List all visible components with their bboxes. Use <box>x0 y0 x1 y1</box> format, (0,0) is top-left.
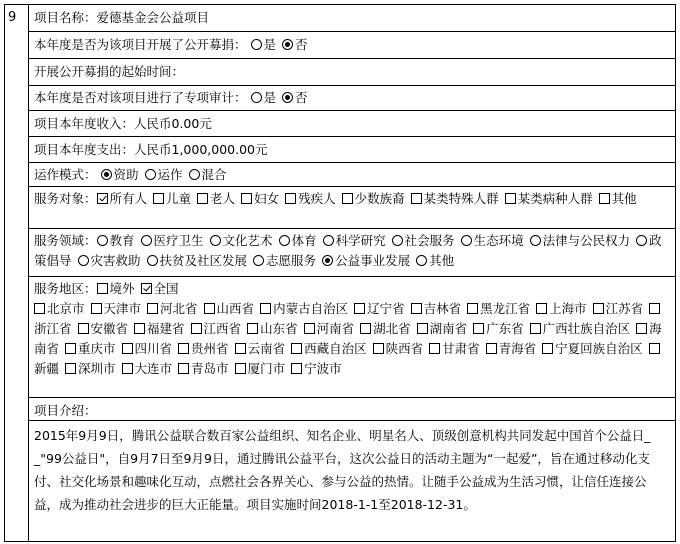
option-label: 全国 <box>153 281 179 296</box>
service-region-row <box>29 277 675 381</box>
option-label: 陕西省 <box>385 341 424 356</box>
radio-option[interactable] <box>78 253 141 268</box>
option-label: 湖北省 <box>373 321 411 336</box>
option-label: 文化艺术 <box>222 233 273 248</box>
check-option[interactable] <box>141 279 179 299</box>
check-option[interactable] <box>122 341 173 356</box>
checkbox[interactable] <box>204 303 215 314</box>
radio-option[interactable] <box>147 253 248 268</box>
radio-button[interactable] <box>530 235 541 246</box>
check-option[interactable] <box>235 361 286 376</box>
option-label: 辽宁省 <box>367 301 405 316</box>
radio-option[interactable] <box>416 253 454 268</box>
checkbox[interactable] <box>417 323 428 334</box>
radio-option[interactable] <box>279 233 317 248</box>
check-option[interactable] <box>593 301 644 316</box>
checkbox[interactable] <box>34 303 45 314</box>
border-top <box>4 4 676 5</box>
radio-option[interactable] <box>251 88 277 108</box>
checkbox[interactable] <box>486 343 497 354</box>
option-label: 少数族裔 <box>354 191 405 206</box>
option-label: 福建省 <box>147 321 185 336</box>
checkbox[interactable] <box>636 323 647 334</box>
check-option[interactable] <box>360 321 411 336</box>
check-option[interactable] <box>235 341 286 356</box>
border-bottom <box>4 541 676 542</box>
check-option[interactable] <box>134 321 185 336</box>
intro-label: 项目介绍： <box>34 403 97 418</box>
radio-button[interactable] <box>189 169 200 180</box>
radio-button[interactable] <box>282 92 293 103</box>
operation-mode-options <box>101 167 233 182</box>
checkbox[interactable] <box>411 303 422 314</box>
checkbox[interactable] <box>649 343 660 354</box>
radio-button[interactable] <box>279 235 290 246</box>
option-label: 运作 <box>157 167 183 182</box>
option-label: 湖南省 <box>429 321 468 336</box>
option-label: 江西省 <box>203 321 242 336</box>
option-label: 大连市 <box>134 361 173 376</box>
check-option[interactable] <box>65 341 116 356</box>
radio-option[interactable] <box>189 165 227 185</box>
check-option[interactable] <box>122 361 173 376</box>
operation-mode-label: 运作模式： <box>34 167 97 182</box>
check-option[interactable] <box>342 191 405 206</box>
option-label: 厦门市 <box>247 361 286 376</box>
option-label: 河南省 <box>316 321 355 336</box>
checkbox[interactable] <box>178 343 189 354</box>
check-option[interactable] <box>599 191 637 206</box>
option-label: 宁波市 <box>304 361 342 376</box>
radio-option[interactable] <box>322 253 410 268</box>
check-option[interactable] <box>197 191 235 206</box>
check-option[interactable] <box>354 301 405 316</box>
row-divider <box>28 136 676 137</box>
checkbox[interactable] <box>373 343 384 354</box>
radio-option[interactable] <box>530 233 631 248</box>
checkbox[interactable] <box>291 343 302 354</box>
fundraising-start-time: 开展公开募捐的起始时间： <box>34 64 185 79</box>
radio-option[interactable] <box>101 165 139 185</box>
option-label: 灾害救助 <box>90 253 141 268</box>
check-option[interactable] <box>530 321 631 336</box>
check-option[interactable] <box>241 191 279 206</box>
check-option[interactable] <box>260 301 348 316</box>
option-label: 新疆 <box>34 361 60 376</box>
option-label: 河北省 <box>160 301 198 316</box>
option-label: 其他 <box>429 253 455 268</box>
audit-options <box>251 90 314 105</box>
check-option[interactable] <box>78 321 129 336</box>
check-option[interactable] <box>411 191 499 206</box>
radio-button[interactable] <box>416 255 427 266</box>
checkbox[interactable] <box>178 363 189 374</box>
option-label: 政策倡导 <box>34 233 662 268</box>
check-option[interactable] <box>373 341 424 356</box>
option-label: 山西省 <box>216 301 255 316</box>
option-label: 天津市 <box>103 301 142 316</box>
option-label: 资助 <box>113 167 139 182</box>
option-label: 某类病种人群 <box>517 191 593 206</box>
radio-button[interactable] <box>392 235 403 246</box>
radio-option[interactable] <box>97 233 135 248</box>
checkbox[interactable] <box>134 323 145 334</box>
option-label: 否 <box>295 37 308 52</box>
radio-button[interactable] <box>323 235 334 246</box>
check-option[interactable] <box>191 321 242 336</box>
radio-option[interactable] <box>251 35 277 55</box>
checkbox[interactable] <box>78 323 89 334</box>
checkbox[interactable] <box>260 303 271 314</box>
row-number: 9 <box>8 10 17 25</box>
check-option[interactable] <box>285 191 336 206</box>
option-label: 法律与公民权力 <box>542 233 631 248</box>
service-scope-options <box>97 281 185 296</box>
radio-option[interactable] <box>392 233 455 248</box>
check-option[interactable] <box>147 301 198 316</box>
check-option[interactable] <box>429 341 480 356</box>
intro-text: 2015年9月9日，腾讯公益联合数百家公益组织、知名企业、明星名人、顶级创意机构共同发起中国首个公益日__"99公益日"，自9月7日至9月9日，通过腾讯公益平台，这次公益日的活动主题为“一起爱”，旨在通过移动化支付、社交化场景和趣味化互动，点燃社会各界关心、参与公益的热情。让随手公益成为生活习惯，让信任连接公益，成为推动社会进步的巨大正能量。项目实施时间2018-1-1至2018-12-31。 <box>34 428 651 512</box>
checkbox[interactable] <box>354 303 365 314</box>
checkbox[interactable] <box>122 343 133 354</box>
check-option[interactable] <box>204 301 255 316</box>
option-label: 否 <box>295 90 308 105</box>
option-label: 广东省 <box>486 321 524 336</box>
option-label: 妇女 <box>254 191 280 206</box>
checkbox[interactable] <box>97 193 108 204</box>
option-label: 扶贫及社区发展 <box>159 253 248 268</box>
checkbox[interactable] <box>235 343 246 354</box>
service-region-label: 服务地区： <box>34 281 97 296</box>
check-option[interactable] <box>178 341 229 356</box>
option-label: 境外 <box>109 281 135 296</box>
check-option[interactable] <box>304 321 355 336</box>
check-option[interactable] <box>536 301 587 316</box>
option-label: 是 <box>263 90 277 105</box>
option-label: 黑龙江省 <box>480 301 531 316</box>
checkbox[interactable] <box>65 363 76 374</box>
checkbox[interactable] <box>291 363 302 374</box>
radio-option[interactable] <box>461 233 524 248</box>
check-option[interactable] <box>97 279 135 299</box>
checkbox[interactable] <box>235 363 246 374</box>
check-option[interactable] <box>178 361 229 376</box>
radio-option[interactable] <box>141 233 204 248</box>
service-targets-label: 服务对象： <box>34 191 97 206</box>
service-targets-options <box>97 191 643 206</box>
checkbox[interactable] <box>649 303 660 314</box>
option-label: 公益事业发展 <box>335 253 411 268</box>
radio-button[interactable] <box>147 255 158 266</box>
checkbox[interactable] <box>65 343 76 354</box>
check-option[interactable] <box>411 301 462 316</box>
radio-button[interactable] <box>636 235 647 246</box>
option-label: 重庆市 <box>78 341 116 356</box>
checkbox[interactable] <box>593 303 604 314</box>
option-label: 吉林省 <box>423 301 462 316</box>
option-label: 其他 <box>611 191 637 206</box>
option-label: 江苏省 <box>605 301 644 316</box>
radio-option[interactable] <box>210 233 273 248</box>
option-label: 甘肃省 <box>442 341 480 356</box>
option-label: 老人 <box>210 191 236 206</box>
check-option[interactable] <box>486 341 537 356</box>
check-option[interactable] <box>153 191 191 206</box>
checkbox[interactable] <box>304 323 315 334</box>
checkbox[interactable] <box>467 303 478 314</box>
option-label: 科学研究 <box>335 233 386 248</box>
check-option[interactable] <box>291 361 342 376</box>
checkbox[interactable] <box>285 193 296 204</box>
option-label: 体育 <box>291 233 317 248</box>
check-option[interactable] <box>97 191 148 206</box>
row-divider <box>28 58 676 59</box>
checkbox[interactable] <box>147 303 158 314</box>
option-label: 四川省 <box>134 341 173 356</box>
check-option[interactable] <box>417 321 468 336</box>
row-divider <box>28 397 676 398</box>
option-label: 残疾人 <box>298 191 336 206</box>
checkbox[interactable] <box>530 323 541 334</box>
option-label: 是 <box>263 37 277 52</box>
option-label: 志愿服务 <box>266 253 317 268</box>
checkbox[interactable] <box>473 323 484 334</box>
fundraising-options <box>251 37 314 52</box>
option-label: 青海省 <box>498 341 537 356</box>
radio-button[interactable] <box>210 235 221 246</box>
fundraising-row <box>29 33 675 57</box>
radio-option[interactable] <box>145 165 183 185</box>
radio-button[interactable] <box>78 255 89 266</box>
check-option[interactable] <box>505 191 593 206</box>
option-label: 海南省 <box>34 321 662 356</box>
check-option[interactable] <box>65 361 116 376</box>
checkbox[interactable] <box>429 343 440 354</box>
row-divider <box>28 31 676 32</box>
service-fields-row <box>29 229 675 273</box>
option-label: 医疗卫生 <box>153 233 204 248</box>
radio-button[interactable] <box>461 235 472 246</box>
option-label: 北京市 <box>47 301 85 316</box>
checkbox[interactable] <box>599 193 610 204</box>
audit-question: 本年度是否对该项目进行了专项审计： <box>34 90 247 105</box>
radio-button[interactable] <box>101 169 112 180</box>
option-label: 内蒙古自治区 <box>273 301 349 316</box>
option-label: 贵州省 <box>191 341 229 356</box>
option-label: 某类特殊人群 <box>423 191 499 206</box>
radio-button[interactable] <box>322 255 333 266</box>
service-targets-row <box>29 187 675 211</box>
option-label: 安徽省 <box>90 321 129 336</box>
radio-button[interactable] <box>97 235 108 246</box>
checkbox[interactable] <box>342 193 353 204</box>
service-fields-options <box>34 233 662 268</box>
option-label: 所有人 <box>109 191 148 206</box>
check-option[interactable] <box>91 301 142 316</box>
radio-option[interactable] <box>323 233 386 248</box>
border-left <box>4 4 5 542</box>
option-label: 青岛市 <box>191 361 229 376</box>
radio-button[interactable] <box>253 255 264 266</box>
radio-button[interactable] <box>251 39 262 50</box>
option-label: 深圳市 <box>78 361 116 376</box>
checkbox[interactable] <box>97 283 108 294</box>
option-label: 广西壮族自治区 <box>542 321 631 336</box>
check-option[interactable] <box>247 321 298 336</box>
option-label: 西藏自治区 <box>304 341 367 356</box>
checkbox[interactable] <box>505 193 516 204</box>
option-label: 宁夏回族自治区 <box>555 341 643 356</box>
checkbox[interactable] <box>542 343 553 354</box>
checkbox[interactable] <box>536 303 547 314</box>
check-option[interactable] <box>467 301 530 316</box>
checkbox[interactable] <box>241 193 252 204</box>
operation-mode-row <box>29 163 675 187</box>
option-label: 浙江省 <box>34 321 72 336</box>
row-divider <box>28 110 676 111</box>
checkbox[interactable] <box>141 283 152 294</box>
checkbox[interactable] <box>360 323 371 334</box>
check-option[interactable] <box>34 301 85 316</box>
radio-option[interactable] <box>253 253 316 268</box>
checkbox[interactable] <box>153 193 164 204</box>
service-fields-label: 服务领域： <box>34 233 97 248</box>
service-region-options <box>34 301 662 376</box>
option-label: 社会服务 <box>404 233 455 248</box>
check-option[interactable] <box>291 341 367 356</box>
radio-button[interactable] <box>145 169 156 180</box>
expense: 项目本年度支出：人民币1,000,000.00元 <box>34 142 268 157</box>
option-label: 儿童 <box>166 191 192 206</box>
option-label: 云南省 <box>247 341 286 356</box>
option-label: 山东省 <box>260 321 298 336</box>
project-name: 项目名称：爱德基金会公益项目 <box>34 10 210 25</box>
check-option[interactable] <box>473 321 524 336</box>
income: 项目本年度收入：人民币0.00元 <box>34 116 212 131</box>
checkbox[interactable] <box>122 363 133 374</box>
checkbox[interactable] <box>411 193 422 204</box>
radio-option[interactable] <box>282 35 308 55</box>
radio-button[interactable] <box>251 92 262 103</box>
option-label: 生态环境 <box>473 233 524 248</box>
check-option[interactable] <box>542 341 643 356</box>
radio-button[interactable] <box>141 235 152 246</box>
radio-button[interactable] <box>282 39 293 50</box>
fundraising-question: 本年度是否为该项目开展了公开募捐： <box>34 37 247 52</box>
option-label: 混合 <box>201 167 227 182</box>
option-label: 教育 <box>109 233 135 248</box>
audit-row <box>29 86 675 110</box>
checkbox[interactable] <box>197 193 208 204</box>
checkbox[interactable] <box>91 303 102 314</box>
checkbox[interactable] <box>191 323 202 334</box>
radio-option[interactable] <box>282 88 308 108</box>
checkbox[interactable] <box>247 323 258 334</box>
option-label: 上海市 <box>549 301 587 316</box>
